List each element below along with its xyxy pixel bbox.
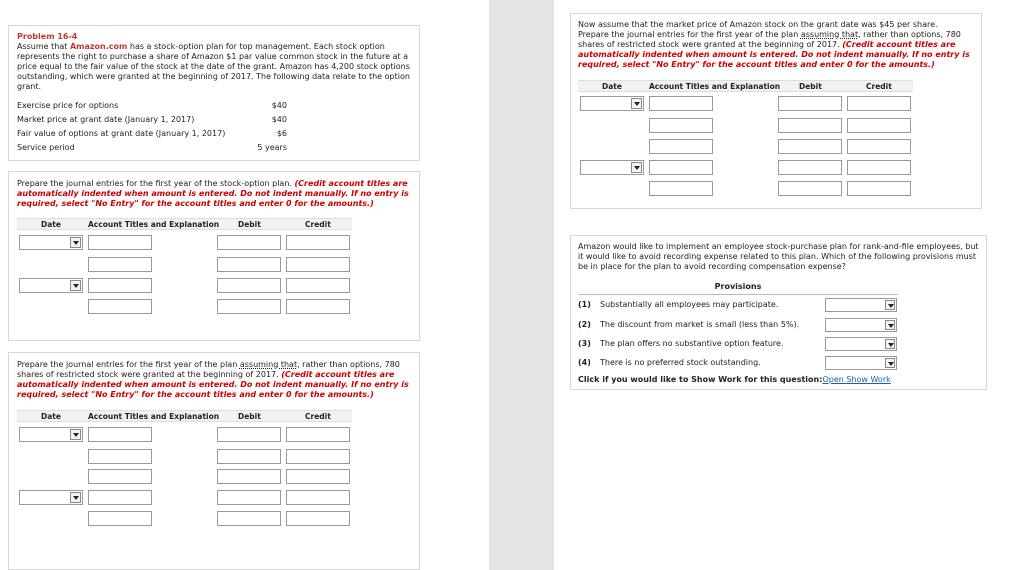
problem-title: Problem 16-4 [17, 32, 78, 41]
part-c-note: (Credit account titles are automatically indented when amount is entered. Do not indent manually. If no entry is required, select "No Entry" for the account titles and enter 0 for the amounts.) [578, 40, 970, 69]
debit-input[interactable] [217, 299, 281, 314]
header-debit: Debit [799, 82, 822, 91]
provision-text: Substantially all employees may participate. [600, 300, 779, 309]
account-input[interactable] [649, 181, 713, 196]
problem-intro [17, 42, 415, 92]
provision-number: (4) [578, 358, 591, 367]
chevron-down-icon [631, 162, 642, 173]
chevron-down-icon [885, 339, 895, 349]
debit-input[interactable] [778, 181, 842, 196]
part-b-note: (Credit account titles are automatically indented when amount is entered. Do not indent manually. If no entry is required, select "No Entry" for the account titles and enter 0 for the amounts.) [17, 370, 409, 399]
data-value: $40 [271, 101, 287, 110]
header-debit: Debit [238, 220, 261, 229]
part-c-instruction-before: Prepare the journal entries for the first year of the plan [578, 30, 801, 39]
data-value: 5 years [257, 143, 287, 152]
account-input[interactable] [649, 118, 713, 133]
credit-input[interactable] [847, 160, 911, 175]
credit-input[interactable] [847, 118, 911, 133]
data-label: Market price at grant date (January 1, 2017) [17, 115, 195, 124]
assuming-that-link[interactable]: assuming that [239, 360, 298, 369]
debit-input[interactable] [217, 469, 281, 484]
credit-input[interactable] [286, 449, 350, 464]
chevron-down-icon [70, 280, 81, 291]
account-input[interactable] [88, 449, 152, 464]
part-b-instruction-after: , rather than options, 780 shares of restricted stock were granted at the beginning of 2017. [17, 360, 400, 379]
account-input[interactable] [649, 160, 713, 175]
part-c-instruction-after: , rather than options, 780 shares of restricted stock were granted at the beginning of 2017. [578, 30, 961, 49]
credit-input[interactable] [847, 139, 911, 154]
part-a-note: (Credit account titles are automatically indented when amount is entered. Do not indent manually. If no entry is required, select "No Entry" for the account titles and enter 0 for the amounts.) [17, 179, 409, 208]
provision-text: There is no preferred stock outstanding. [600, 358, 761, 367]
date-select[interactable] [19, 278, 83, 293]
provision-text: The discount from market is small (less than 5%). [600, 320, 800, 329]
account-input[interactable] [88, 235, 152, 250]
part-a-instruction [17, 179, 415, 209]
provisions-header: Provisions [578, 282, 898, 295]
part-b-card [8, 352, 420, 570]
header-date: Date [41, 412, 61, 421]
part-b-instruction [17, 360, 415, 400]
date-select[interactable] [580, 96, 644, 111]
debit-input[interactable] [778, 139, 842, 154]
data-row [17, 128, 287, 140]
credit-input[interactable] [286, 235, 350, 250]
account-input[interactable] [88, 427, 152, 442]
provision-row [578, 355, 978, 370]
problem-card [8, 25, 420, 161]
part-a-card [8, 171, 420, 341]
header-account: Account Titles and Explanation [649, 82, 781, 91]
header-credit: Credit [866, 82, 892, 91]
account-input[interactable] [88, 278, 152, 293]
account-input[interactable] [88, 257, 152, 272]
chevron-down-icon [885, 358, 895, 368]
debit-input[interactable] [778, 96, 842, 111]
open-show-work-link[interactable]: Open Show Work [822, 375, 891, 384]
part-b-instruction-before: Prepare the journal entries for the first year of the plan [17, 360, 240, 369]
chevron-down-icon [70, 492, 81, 503]
account-input[interactable] [88, 469, 152, 484]
date-select[interactable] [19, 235, 83, 250]
credit-input[interactable] [286, 490, 350, 505]
provision-row [578, 317, 978, 332]
header-account: Account Titles and Explanation [88, 220, 220, 229]
data-label: Fair value of options at grant date (January 1, 2017) [17, 129, 226, 138]
account-input[interactable] [88, 511, 152, 526]
debit-input[interactable] [217, 278, 281, 293]
debit-input[interactable] [217, 511, 281, 526]
part-c-card [570, 13, 982, 209]
debit-input[interactable] [778, 160, 842, 175]
credit-input[interactable] [286, 299, 350, 314]
provision-select[interactable] [825, 318, 897, 332]
provision-number: (3) [578, 339, 591, 348]
credit-input[interactable] [286, 469, 350, 484]
chevron-down-icon [70, 429, 81, 440]
account-input[interactable] [649, 96, 713, 111]
chevron-down-icon [885, 320, 895, 330]
debit-input[interactable] [217, 449, 281, 464]
header-credit: Credit [305, 220, 331, 229]
date-select[interactable] [19, 427, 83, 442]
company-name: Amazon.com [69, 42, 128, 51]
provision-select[interactable] [825, 356, 897, 370]
header-date: Date [602, 82, 622, 91]
right-pane [554, 0, 1024, 570]
account-input[interactable] [88, 490, 152, 505]
header-date: Date [41, 220, 61, 229]
data-value: $40 [271, 115, 287, 124]
debit-input[interactable] [217, 427, 281, 442]
header-credit: Credit [305, 412, 331, 421]
assuming-that-link[interactable]: assuming that [800, 30, 859, 39]
account-input[interactable] [88, 299, 152, 314]
credit-input[interactable] [847, 181, 911, 196]
credit-input[interactable] [847, 96, 911, 111]
provision-select[interactable] [825, 337, 897, 351]
credit-input[interactable] [286, 511, 350, 526]
data-value: $6 [276, 129, 287, 138]
data-row [17, 114, 287, 126]
data-label: Service period [17, 143, 75, 152]
date-select[interactable] [580, 160, 644, 175]
data-row [17, 100, 287, 112]
date-select[interactable] [19, 490, 83, 505]
intro-before: Assume that [17, 42, 70, 51]
provision-select[interactable] [825, 298, 897, 312]
journal-header [578, 80, 913, 92]
part-d-intro: Amazon would like to implement an employee stock-purchase plan for rank-and-file employees, but it would like to avoid recording expense related to this plan. Which of the following provisions must be in place for the plan to avoid recording compensation expense? [578, 242, 979, 271]
intro-after: has a stock-option plan for top management. Each stock option represents the right to purchase a share of Amazon $1 par value common stock in the future at a price equal to the fair value of the stock at the date of the grant. Amazon has 4,200 stock options outstanding, which were granted at the beginning of 2017. The following data relate to the option grant. [17, 42, 410, 91]
header-debit: Debit [238, 412, 261, 421]
debit-input[interactable] [778, 118, 842, 133]
part-c-instruction [578, 30, 976, 70]
chevron-down-icon [885, 300, 895, 310]
journal-header [17, 218, 352, 230]
show-work-line [578, 375, 982, 385]
debit-input[interactable] [217, 235, 281, 250]
account-input[interactable] [649, 139, 713, 154]
provision-row [578, 336, 978, 351]
provision-number: (2) [578, 320, 591, 329]
data-row [17, 142, 287, 154]
credit-input[interactable] [286, 427, 350, 442]
provision-text: The plan offers no substantive option feature. [600, 339, 784, 348]
chevron-down-icon [70, 237, 81, 248]
provision-number: (1) [578, 300, 591, 309]
credit-input[interactable] [286, 278, 350, 293]
left-pane [0, 0, 489, 570]
data-label: Exercise price for options [17, 101, 119, 110]
part-d-card [570, 235, 987, 390]
debit-input[interactable] [217, 490, 281, 505]
chevron-down-icon [631, 98, 642, 109]
pane-divider [489, 0, 554, 570]
header-account: Account Titles and Explanation [88, 412, 220, 421]
credit-input[interactable] [286, 257, 350, 272]
show-work-text: Click if you would like to Show Work for this question: [578, 375, 823, 384]
part-c-intro: Now assume that the market price of Amazon stock on the grant date was $45 per share. [578, 20, 938, 29]
provision-row [578, 297, 978, 312]
part-a-instruction-text: Prepare the journal entries for the first year of the stock-option plan. [17, 179, 295, 188]
journal-header [17, 410, 352, 422]
debit-input[interactable] [217, 257, 281, 272]
